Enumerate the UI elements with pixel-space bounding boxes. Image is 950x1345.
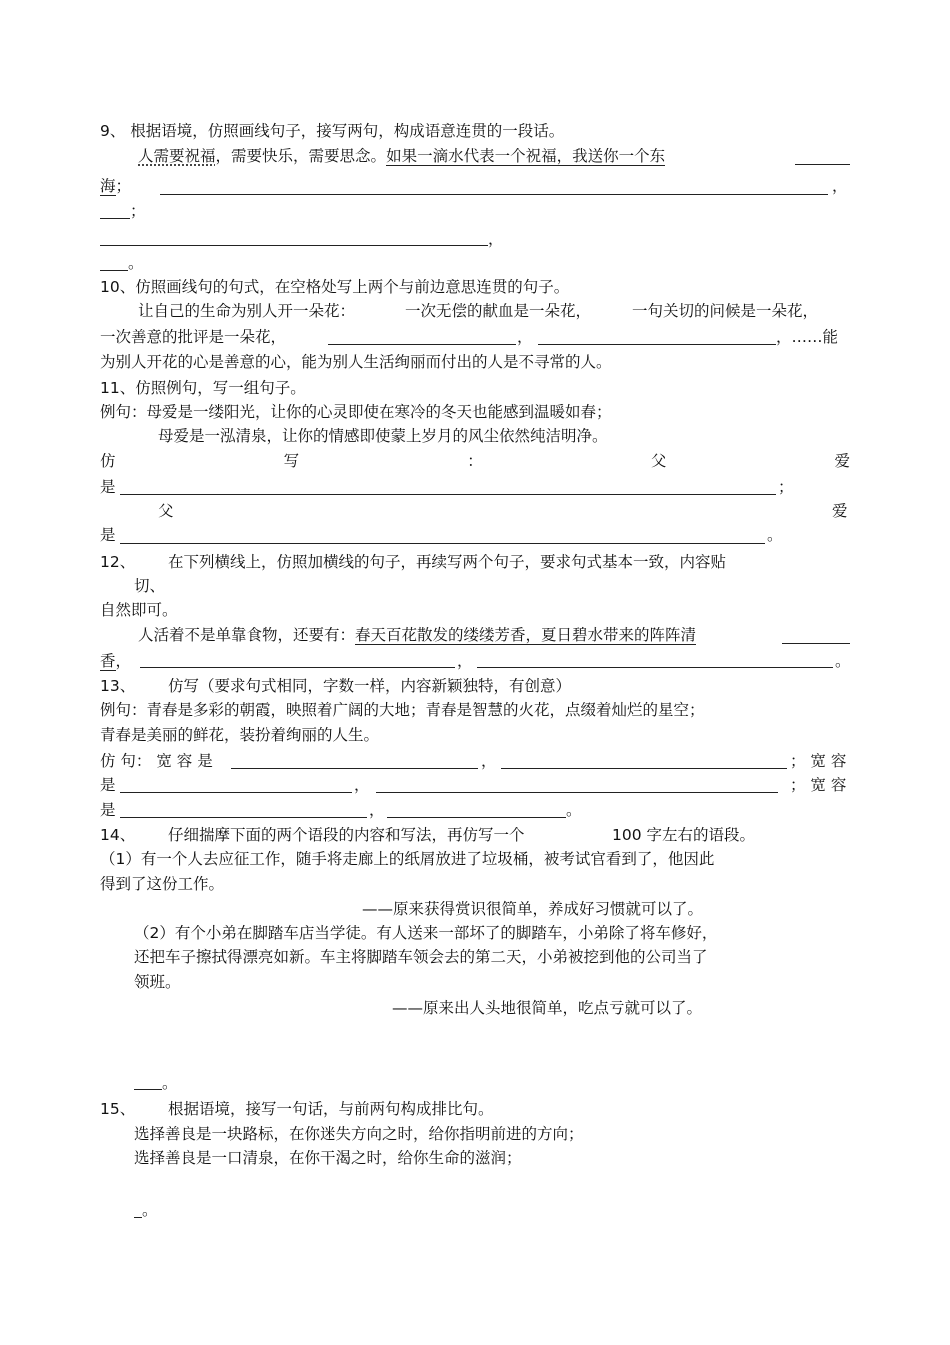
q14-p1a: （1）有一个人去应征工作，随手将走廊上的纸屑放进了垃圾桶，被考试官看到了，他因此 <box>100 850 715 868</box>
q14-title2: 100 字左右的语段。 <box>612 826 756 844</box>
q9-underline-ext <box>795 164 850 165</box>
q13-blank-2[interactable] <box>501 768 787 769</box>
q13-fangju: 仿 句： 宽 容 是 <box>100 752 213 770</box>
q9-blank-3[interactable] <box>100 245 488 246</box>
q11-fangxie-row <box>100 450 850 472</box>
q13-shi2: 是 <box>100 801 116 819</box>
q15-num: 15、 <box>100 1100 136 1118</box>
q13-shi1: 是 <box>100 776 116 794</box>
q9-semi: ； <box>115 177 132 195</box>
q11-f5: 爱 <box>834 452 850 470</box>
q9-p3: ，需要思念 <box>293 147 371 165</box>
q9-p2: ，需要快乐 <box>215 147 294 165</box>
q12-comma0: ， <box>115 652 132 670</box>
q14-p2d: ——原来出人头地很简单，吃点亏就可以了。 <box>392 999 703 1017</box>
q12-l2a <box>100 650 131 672</box>
q15-title: 根据语境，接写一句话，与前两句构成排比句。 <box>168 1100 494 1118</box>
q15-period: 。 <box>142 1201 158 1219</box>
q15-l1: 选择善良是一块路标，在你迷失方向之时，给你指明前进的方向； <box>134 1125 584 1143</box>
q15-l2: 选择善良是一口清泉，在你干渴之时，给你生命的滋润； <box>134 1149 522 1167</box>
q13-semi-kr1: ； 宽 容 <box>790 752 847 770</box>
q12-comma: ， <box>457 652 473 670</box>
q11-ex2: 母爱是一泓清泉，让你的情感即使蒙上岁月的风尘依然纯洁明净。 <box>158 427 608 445</box>
q9-comma2: ， <box>488 230 504 248</box>
q10-title: 10、仿照画线句的句式，在空格处写上两个与前边意思连贯的句子。 <box>100 278 570 296</box>
q13-ex2: 青春是美丽的鲜花，装扮着绚丽的人生。 <box>100 726 380 744</box>
q11-semi: ； <box>778 478 794 496</box>
q9-title: 9、 根据语境，仿照画线句子，接写两句，构成语意连贯的一段话。 <box>100 122 565 140</box>
q9-underlined-sentence: 如果一滴水代表一个祝福，我送你一个东 <box>386 147 666 165</box>
q11-ex1: 例句：母爱是一缕阳光，让你的心灵即使在寒冷的冬天也能感到温暖如春； <box>100 403 612 421</box>
q14-p2a: （2）有个小弟在脚踏车店当学徒。有人送来一部坏了的脚踏车，小弟除了将车修好， <box>134 924 718 942</box>
q12-cont2: 自然即可。 <box>100 601 178 619</box>
q10-l2a: 一次善意的批评是一朵花， <box>100 328 287 346</box>
q13-semi-kr2: ； 宽 容 <box>790 776 847 794</box>
q12-underline-ext <box>782 643 850 644</box>
q9-period: 。 <box>128 254 144 272</box>
q12-num: 12、 <box>100 553 136 571</box>
q10-blank-2[interactable] <box>538 344 776 345</box>
q11-blank-1[interactable] <box>120 494 776 495</box>
q9-blank-4[interactable] <box>100 270 128 271</box>
q9-p1: 人需要祝福 <box>138 147 216 165</box>
q13-title: 仿写（要求句式相同，字数一样，内容新颖独特，有创意） <box>168 677 572 695</box>
q14-period: 。 <box>162 1074 178 1092</box>
q10-l3: 为别人开花的心是善意的心，能为别人生活绚丽而付出的人是不寻常的人。 <box>100 353 612 371</box>
q9-ul2: 海 <box>100 177 116 195</box>
q11-f4: 父 <box>650 452 667 470</box>
q14-num: 14、 <box>100 826 136 844</box>
q13-blank-3[interactable] <box>120 792 352 793</box>
q14-blank[interactable] <box>134 1089 162 1090</box>
q13-comma1: ， <box>481 752 497 770</box>
q10-l2end: ，……能 <box>776 328 839 346</box>
q13-blank-6[interactable] <box>387 817 566 818</box>
q12-cont1: 切、 <box>134 577 166 595</box>
q13-ex1: 例句：青春是多彩的朝霞，映照着广阔的大地；青春是智慧的火花，点缀着灿烂的星空； <box>100 701 705 719</box>
q11-title: 11、仿照例句，写一组句子。 <box>100 379 306 397</box>
q9-semi2: ； <box>130 202 146 220</box>
q9-blank-2[interactable] <box>100 218 130 219</box>
q10-comma: ， <box>517 328 533 346</box>
q13-blank-1[interactable] <box>231 768 478 769</box>
q9-comma: ， <box>832 177 848 195</box>
q12-xiang: 香 <box>100 652 116 670</box>
q13-num: 13、 <box>100 677 136 695</box>
q10-l1b: 一次无偿的献血是一朵花， <box>405 302 592 320</box>
q10-l1c: 一句关切的问候是一朵花， <box>632 302 819 320</box>
q11-shi1: 是 <box>100 478 116 496</box>
q9-p4: 。 <box>370 147 387 165</box>
q11-f1: 仿 <box>100 452 116 470</box>
q12-blank-1[interactable] <box>140 667 455 668</box>
q13-comma3: ， <box>369 801 385 819</box>
q12-l1a: 人活着不是单靠食物，还要有： <box>138 626 356 644</box>
q14-p1b: 得到了这份工作。 <box>100 875 225 893</box>
q10-blank-1[interactable] <box>328 344 516 345</box>
q11-ai: 爱 <box>832 502 848 520</box>
q10-l1a: 让自己的生命为别人开一朵花： <box>138 302 356 320</box>
q14-p2c: 领班。 <box>134 973 181 991</box>
q14-p2b: 还把车子擦拭得漂亮如新。车主将脚踏车领会去的第二天，小弟被挖到他的公司当了 <box>134 948 708 966</box>
q13-period: 。 <box>566 801 582 819</box>
q12-period: 。 <box>835 652 851 670</box>
q13-comma2: ， <box>354 776 370 794</box>
q11-fu: 父 <box>158 502 174 520</box>
q11-blank-2[interactable] <box>120 543 765 544</box>
q11-period: 。 <box>767 526 783 544</box>
q15-blank[interactable] <box>134 1217 142 1218</box>
q12-underlined-sentence: 春天百花散发的缕缕芳香，夏日碧水带来的阵阵清 <box>355 626 697 644</box>
q13-blank-5[interactable] <box>120 817 367 818</box>
q14-title: 仔细揣摩下面的两个语段的内容和写法，再仿写一个 <box>168 826 525 844</box>
q13-blank-4[interactable] <box>376 792 778 793</box>
q12-blank-2[interactable] <box>477 667 833 668</box>
q11-shi2: 是 <box>100 526 116 544</box>
q11-f3: ： <box>467 452 483 470</box>
q9-blank-1[interactable] <box>160 194 828 195</box>
q14-p1c: ——原来获得赏识很简单，养成好习惯就可以了。 <box>362 900 704 918</box>
q9-line1 <box>138 145 665 167</box>
q12-l1 <box>138 624 696 646</box>
q9-line2 <box>100 175 131 197</box>
q12-title: 在下列横线上，仿照加横线的句子，再续写两个句子，要求句式基本一致，内容贴 <box>168 553 727 571</box>
q11-f2: 写 <box>283 452 300 470</box>
